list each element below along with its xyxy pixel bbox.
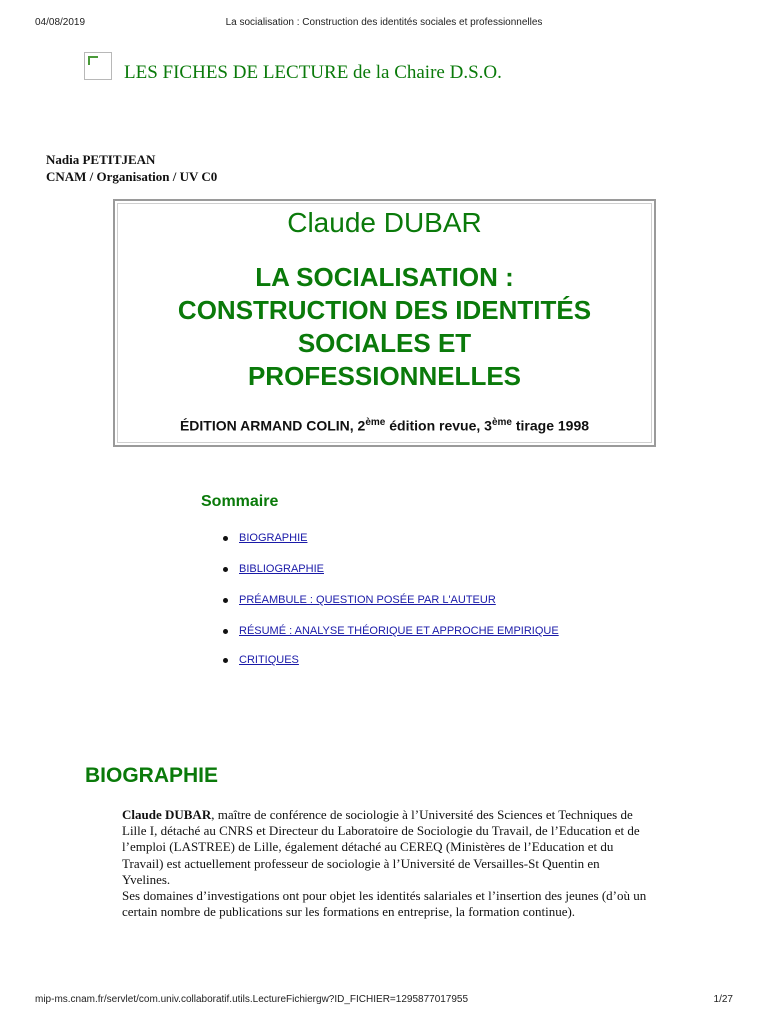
book-title-line: PROFESSIONNELLES	[247, 361, 522, 391]
biographie-name: Claude DUBAR	[122, 807, 212, 822]
biographie-heading: BIOGRAPHIE	[85, 764, 219, 787]
broken-image-icon	[84, 52, 112, 80]
book-title	[115, 261, 654, 393]
list-item	[220, 562, 560, 577]
sommaire-list	[220, 531, 560, 668]
list-item	[220, 624, 560, 639]
author-name: Nadia PETITJEAN	[46, 152, 156, 167]
biographie-para1: , maître de conférence de sociologie à l’Université des Sciences et Techniques de Lille I, détaché au CNRS et Directeur du Laboratoire de Sociologie du Travail, de l’Education et de l’emploi (LASTREE) de Lille, également détaché au CEREQ (Ministères de l’Education et du Travail) est actuellement professeur de sociologie à l’Université de Versailles-St Quentin en Yvelines.	[122, 807, 640, 887]
biographie-paragraph: Ses domaines d’investigations ont pour objet les identités salariales et l’insertion des jeunes (d’où un certain nombre de publications sur les formations en entreprise, la formation continue).	[122, 888, 647, 920]
toc-link-preambule[interactable]: PRÉAMBULE : QUESTION POSÉE PAR L'AUTEUR	[239, 594, 496, 606]
print-date: 04/08/2019	[35, 17, 86, 28]
toc-link-resume[interactable]: RÉSUMÉ : ANALYSE THÉORIQUE ET APPROCHE EMPIRIQUE	[239, 625, 559, 637]
edition-prefix: ÉDITION ARMAND COLIN, 2	[179, 417, 366, 434]
book-info-box	[113, 199, 656, 447]
edition-sup: ème	[491, 417, 512, 428]
edition-middle: édition revue, 3	[385, 417, 492, 434]
list-item	[220, 653, 560, 668]
list-item	[220, 593, 560, 608]
book-author: Claude DUBAR	[287, 207, 482, 238]
list-item	[220, 531, 560, 546]
sommaire-heading: Sommaire	[201, 493, 279, 510]
book-edition	[115, 417, 654, 434]
edition-sup: ème	[365, 417, 386, 428]
book-title-line: SOCIALES ET	[297, 328, 472, 358]
toc-link-bibliographie[interactable]: BIBLIOGRAPHIE	[239, 563, 324, 575]
author-affiliation: CNAM / Organisation / UV C0	[46, 169, 218, 184]
edition-suffix: tirage 1998	[511, 417, 590, 434]
book-title-line: LA SOCIALISATION :	[255, 262, 514, 292]
print-page-number: 1/27	[713, 994, 733, 1005]
biographie-paragraph	[122, 807, 647, 888]
book-title-line: CONSTRUCTION DES IDENTITÉS	[177, 295, 592, 325]
print-url: mip-ms.cnam.fr/servlet/com.univ.collaboratif.utils.LectureFichiergw?ID_FICHIER=1295877017955	[35, 994, 469, 1005]
toc-link-biographie[interactable]: BIOGRAPHIE	[239, 532, 308, 544]
toc-link-critiques[interactable]: CRITIQUES	[239, 654, 299, 666]
author-block	[46, 151, 217, 185]
biographie-text	[122, 807, 647, 920]
site-title: LES FICHES DE LECTURE de la Chaire D.S.O.	[124, 62, 502, 83]
print-page-title: La socialisation : Construction des identités sociales et professionnelles	[225, 17, 543, 28]
